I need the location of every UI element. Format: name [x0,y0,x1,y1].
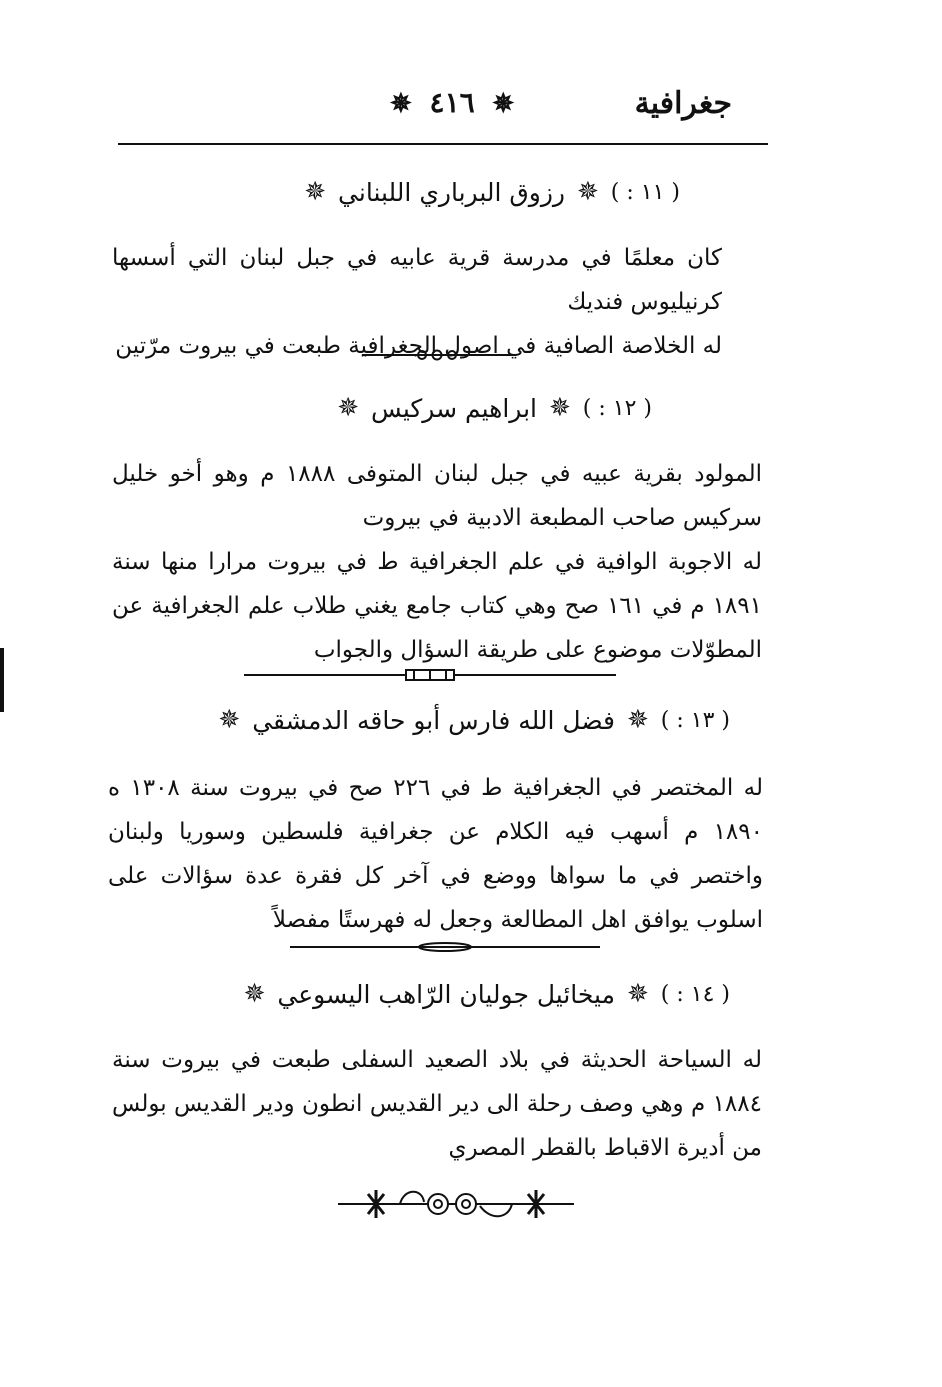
paragraph: كان معلمًا في مدرسة قرية عابيه في جبل لبنان التي أسسها كرنيليوس فنديك [112,245,722,315]
end-ornament [338,1180,574,1228]
running-title: جغرافية [634,86,732,121]
entry-name: رزوق البرباري اللبناني [338,177,565,207]
paragraph: له الخلاصة الصافية في اصول الجغرافية طبعت في بيروت مرّتين [115,333,722,359]
star-ornament-icon: ✵ [390,89,412,119]
paragraph: المولود بقرية عبيه في جبل لبنان المتوفى ١٨٨٨ م وهو أخو خليل سركيس صاحب المطبعة الادبية في بيروت [112,461,762,531]
star-ornament-icon: ✵ [492,89,515,119]
page-number: ٤١٦ [429,86,475,119]
star-ornament-icon: ✵ [627,705,649,735]
ornamental-divider [244,668,616,682]
paragraph: له الاجوبة الوافية في علم الجغرافية ط في بيروت مرارا منها سنة ١٨٩١ م في ١٦١ صح وهي كتاب جامع يغني طلاب علم الجغرافية عن المطوّلات موضوع على طريقة السؤال والجواب [112,549,762,663]
star-ornament-icon: ✵ [627,979,649,1009]
entry-name: ابراهيم سركيس [370,393,537,423]
star-ornament-icon: ✵ [218,705,241,735]
page-header [118,82,768,132]
star-ornament-icon: ✵ [243,979,266,1009]
scan-edge-mark [0,648,4,712]
entry-heading [337,388,652,428]
star-ornament-icon: ✵ [337,393,359,423]
paragraph: له السياحة الحديثة في بلاد الصعيد السفلى طبعت في بيروت سنة ١٨٨٤ م وهي وصف رحلة الى دير القديس انطون ودير القديس بولس من أديرة الاقباط بالقطر المصري [112,1047,762,1161]
entry-name: ميخائيل جوليان الرّاهب اليسوعي [277,979,615,1009]
star-ornament-icon: ✵ [577,177,599,207]
entry-body [112,452,762,672]
star-ornament-icon: ✵ [304,177,327,207]
entry-heading [304,172,680,212]
paragraph: له المختصر في الجغرافية ط في ٢٢٦ صح في بيروت سنة ١٣٠٨ ه ١٨٩٠ م أسهب فيه الكلام عن جغرافية فلسطين وسوريا ولبنان واختصر في ما سواها ووضع في آخر كل فقرة عدة سؤالات على اسلوب يوافق اهل المطالعة وجعل له فهرستًا مفصلاً [108,775,763,933]
entry-name: فضل الله فارس أبو حاقه الدمشقي [252,705,615,735]
ornamental-divider [362,348,512,362]
entry-heading [218,700,730,740]
entry-number: ( ١٣ : ) [660,707,730,733]
entry-number: ( ١٢ : ) [582,395,652,421]
page-number-group [382,86,522,119]
star-ornament-icon: ✵ [549,393,571,423]
entry-number: ( ١١ : ) [610,179,680,205]
ornamental-divider [290,940,600,954]
entry-body [112,1038,762,1170]
header-rule [118,143,768,145]
entry-heading [244,974,730,1014]
entry-body [108,766,763,942]
entry-number: ( ١٤ : ) [660,981,730,1007]
